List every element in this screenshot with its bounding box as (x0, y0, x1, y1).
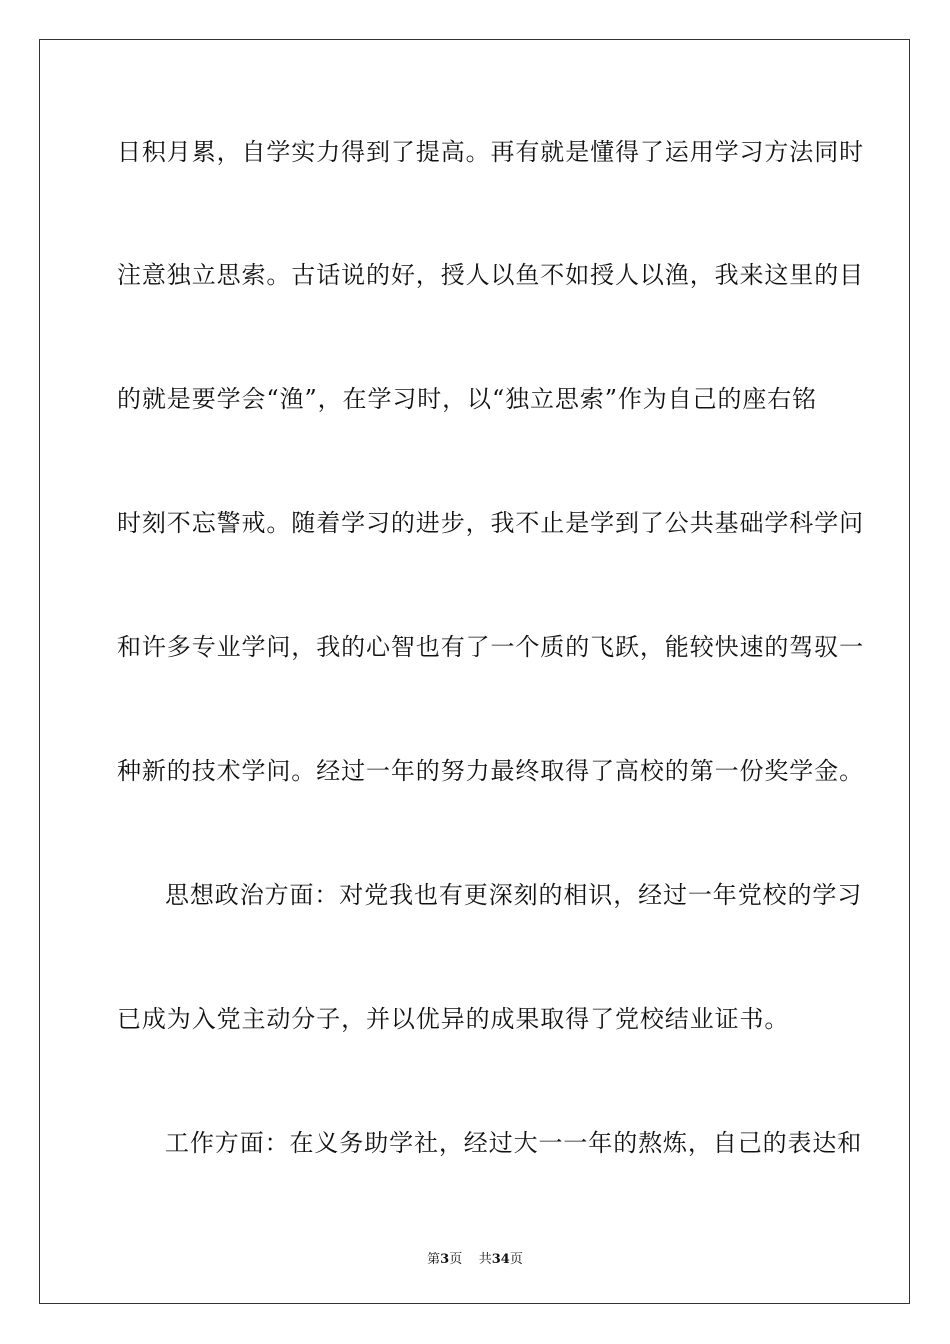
paragraph-line-9: 工作方面：在义务助学社，经过大一一年的熬炼，自己的表达和 (165, 1129, 863, 1157)
footer-page-prefix: 第 (427, 1252, 441, 1267)
footer-page-suffix: 页 (449, 1252, 463, 1267)
paragraph-line-3: 的就是要学会“渔”，在学习时，以“独立思索”作为自己的座右铭 (117, 385, 818, 413)
paragraph-line-2: 注意独立思索。古话说的好，授人以鱼不如授人以渔，我来这里的目 (117, 261, 864, 289)
page-frame (39, 39, 910, 1304)
paragraph-line-1: 日积月累，自学实力得到了提高。再有就是懂得了运用学习方法同时 (117, 138, 864, 166)
paragraph-line-8: 已成为入党主动分子，并以优异的成果取得了党校结业证书。 (117, 1005, 790, 1033)
paragraph-line-5: 和许多专业学问，我的心智也有了一个质的飞跃，能较快速的驾驭一 (117, 633, 864, 661)
paragraph-line-4: 时刻不忘警戒。随着学习的进步，我不止是学到了公共基础学科学问 (117, 509, 864, 537)
footer-total-pages: 34 (491, 1252, 510, 1267)
paragraph-line-7: 思想政治方面：对党我也有更深刻的相识，经过一年党校的学习 (165, 881, 863, 909)
footer-total-prefix: 共 (478, 1252, 492, 1267)
paragraph-line-6: 种新的技术学问。经过一年的努力最终取得了高校的第一份奖学金。 (117, 757, 864, 785)
page-footer (0, 1248, 950, 1267)
footer-total-suffix: 页 (509, 1252, 523, 1267)
footer-page-number: 3 (440, 1252, 450, 1267)
